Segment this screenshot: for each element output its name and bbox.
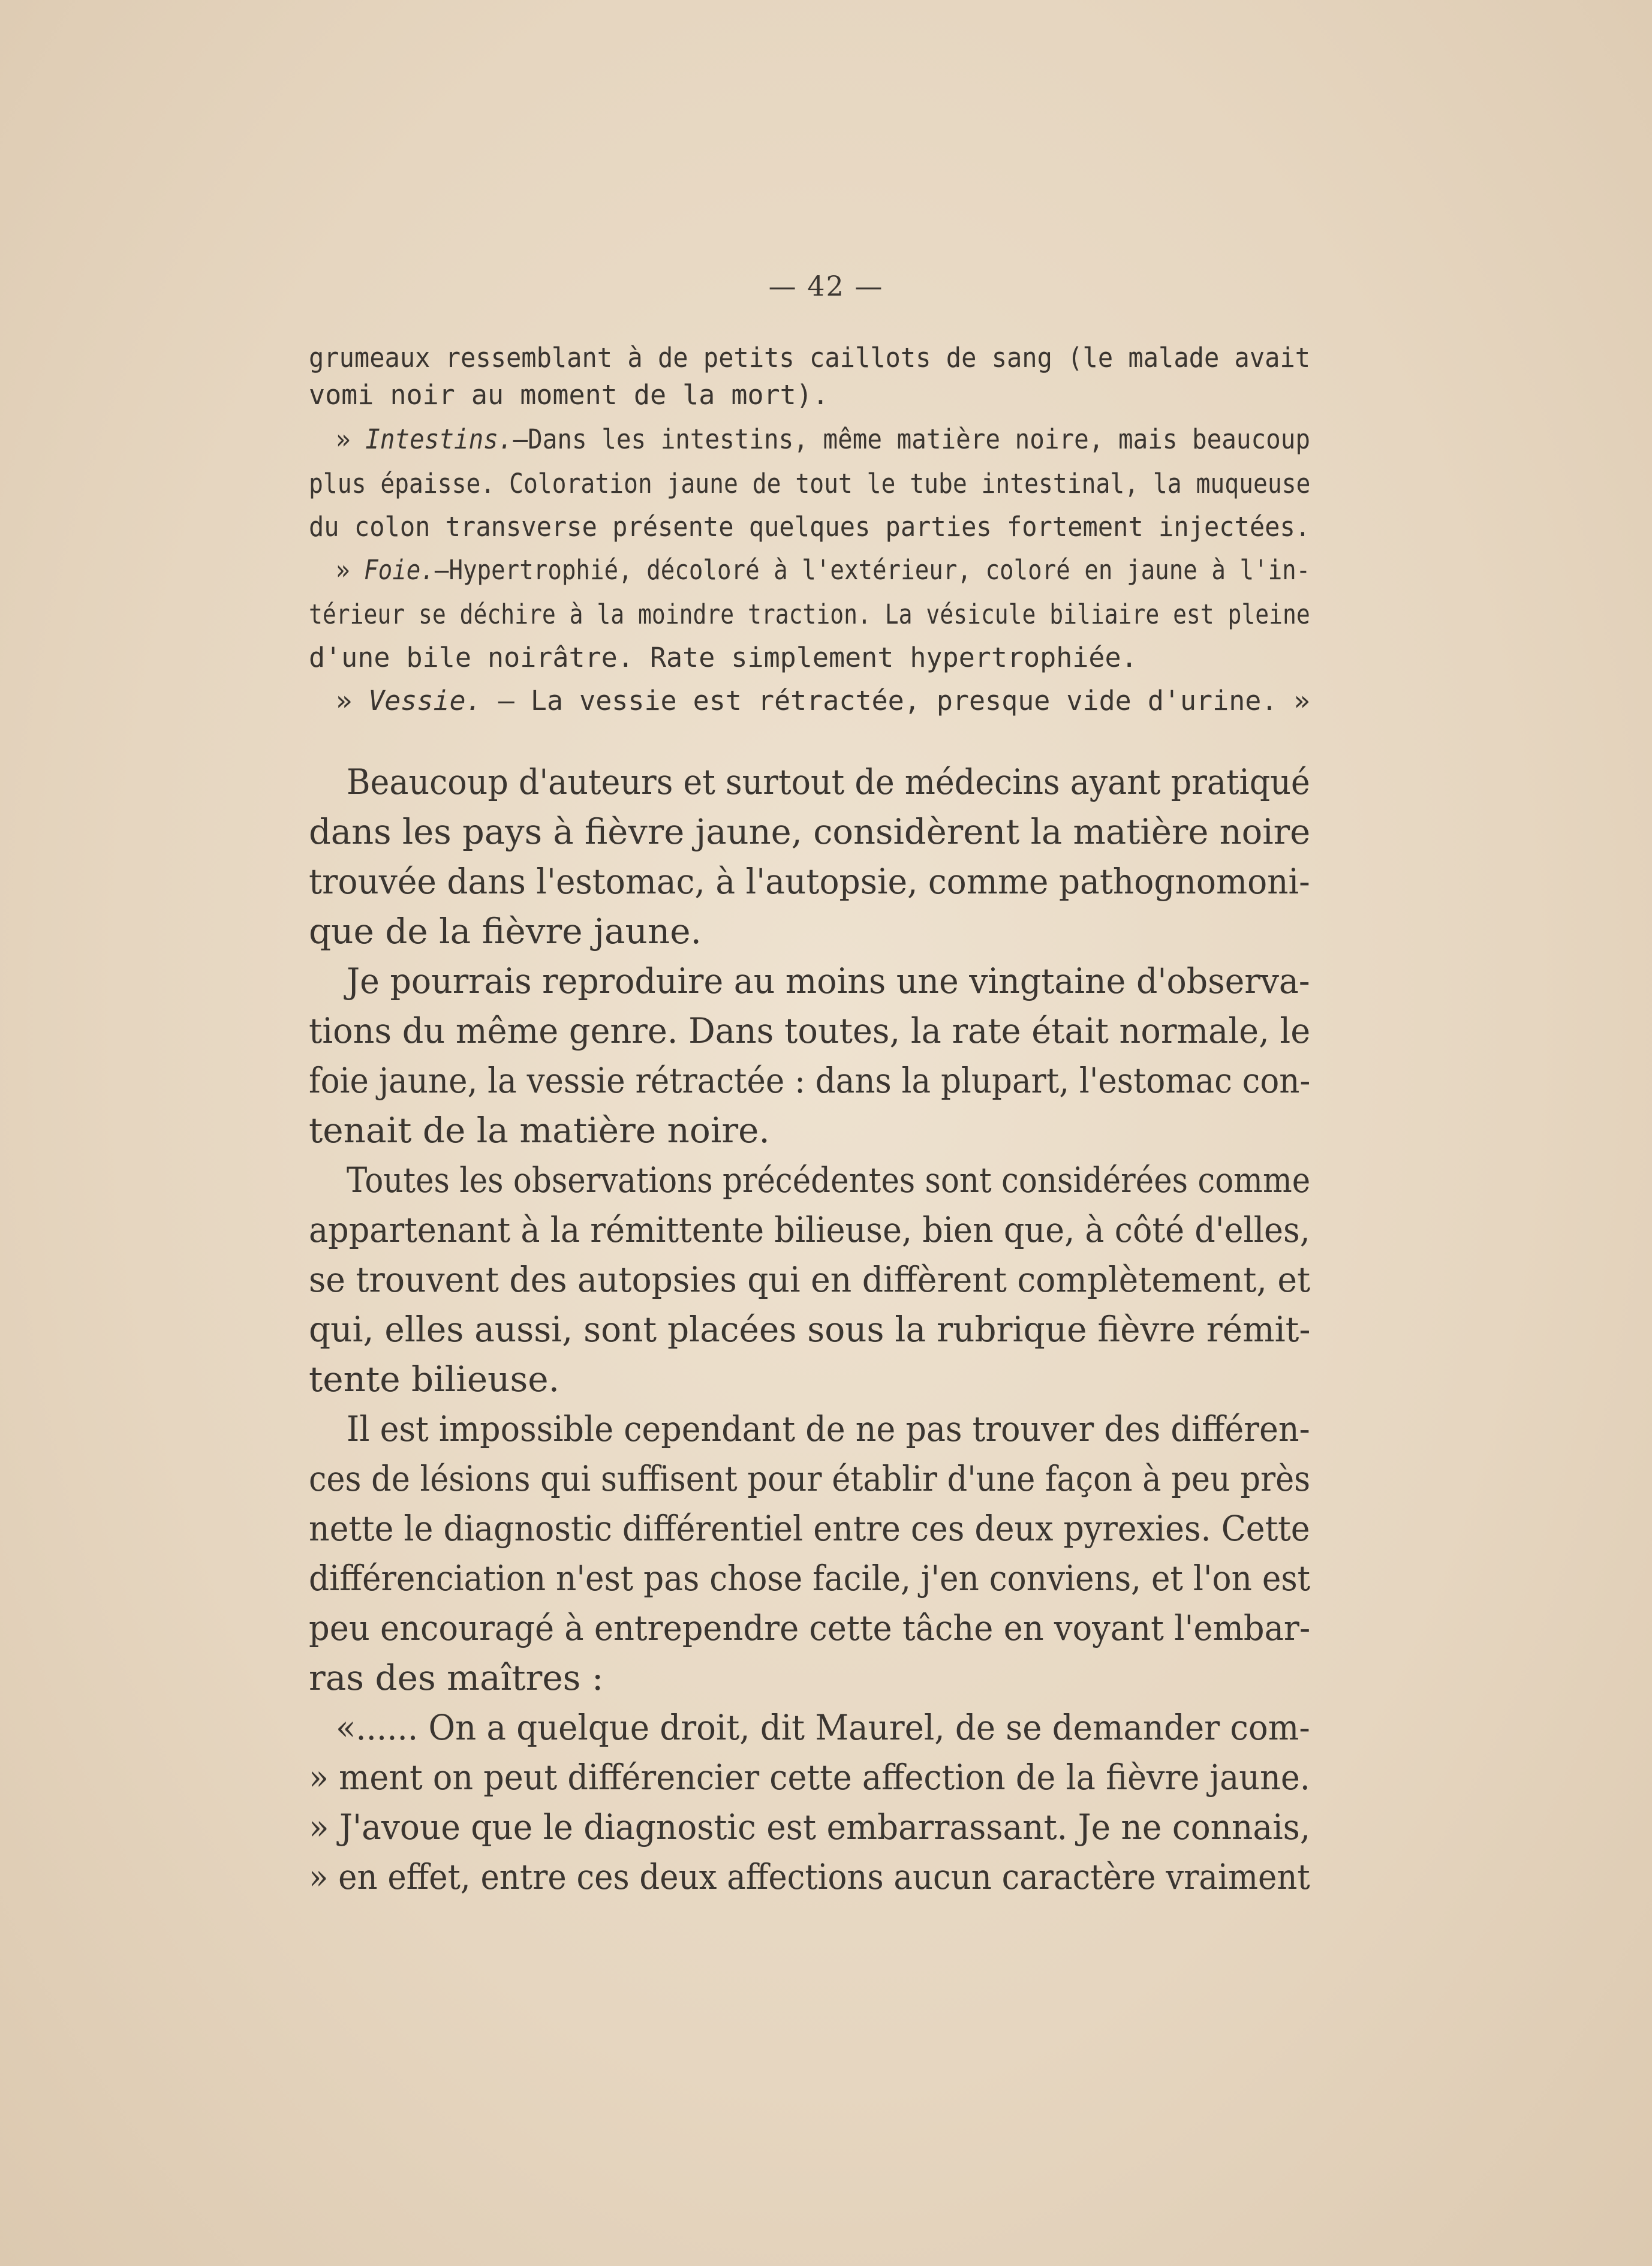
- text-line: appartenant à la rémittente bilieuse, bien que, à côté d'elles,: [309, 1209, 1310, 1250]
- text-line: tenait de la matière noire.: [309, 1110, 770, 1151]
- text-line: dans les pays à fièvre jaune, considèrent la matière noire: [309, 811, 1311, 852]
- quote-text: —Dans les intestins, même matière noire, mais beaucoup: [513, 423, 1311, 455]
- text-line: nette le diagnostic différentiel entre ces deux pyrexies. Cette: [309, 1508, 1310, 1549]
- text-line: différenciation n'est pas chose facile, j'en conviens, et l'on est: [309, 1558, 1311, 1599]
- quote-mark: »: [336, 685, 353, 717]
- quote-line: [336, 423, 1310, 455]
- quote-line: d'une bile noirâtre. Rate simplement hypertrophiée.: [309, 642, 1138, 673]
- section-term: Foie.: [364, 554, 435, 586]
- text-line: tente bilieuse.: [309, 1359, 560, 1400]
- quote-line: térieur se déchire à la moindre traction. La vésicule biliaire est pleine: [309, 598, 1310, 630]
- text-line: qui, elles aussi, sont placées sous la rubrique fièvre rémit-: [309, 1309, 1311, 1350]
- quote-line: grumeaux ressemblant à de petits caillots de sang (le malade avait: [309, 342, 1311, 374]
- quote-text: —Hypertrophié, décoloré à l'extérieur, coloré en jaune à l'in-: [434, 554, 1311, 586]
- section-term: Vessie.: [368, 685, 482, 717]
- text-line: «...... On a quelque droit, dit Maurel, de se demander com-: [336, 1707, 1310, 1748]
- text-line: » en effet, entre ces deux affections aucun caractère vraiment: [309, 1856, 1310, 1897]
- section-term: Intestins.: [365, 423, 513, 455]
- page-number: — 42 —: [768, 270, 884, 302]
- text-line: Beaucoup d'auteurs et surtout de médecins ayant pratiqué: [347, 762, 1310, 802]
- text-line: foie jaune, la vessie rétractée : dans la plupart, l'estomac con-: [309, 1060, 1311, 1101]
- quote-line: [336, 554, 1310, 586]
- quote-line: du colon transverse présente quelques parties fortement injectées.: [309, 511, 1311, 543]
- text-line: Toutes les observations précédentes sont considérées comme: [347, 1160, 1311, 1200]
- text-line: trouvée dans l'estomac, à l'autopsie, comme pathognomoni-: [309, 861, 1310, 902]
- text-line: ces de lésions qui suffisent pour établir d'une façon à peu près: [309, 1458, 1311, 1499]
- text-line: tions du même genre. Dans toutes, la rate était normale, le: [309, 1010, 1311, 1051]
- quote-line: [336, 685, 1310, 717]
- quote-mark: »: [336, 554, 350, 586]
- text-line: se trouvent des autopsies qui en diffèrent complètement, et: [309, 1259, 1311, 1300]
- text-line: peu encouragé à entrependre cette tâche en voyant l'embar-: [309, 1608, 1311, 1648]
- quote-line: plus épaisse. Coloration jaune de tout le tube intestinal, la muqueuse: [309, 468, 1311, 499]
- quote-line: vomi noir au moment de la mort).: [309, 379, 829, 411]
- text-line: ras des maîtres :: [309, 1657, 604, 1698]
- text-line: » ment on peut différencier cette affection de la fièvre jaune.: [309, 1757, 1310, 1798]
- text-line: » J'avoue que le diagnostic est embarrassant. Je ne connais,: [309, 1807, 1311, 1847]
- text-line: Je pourrais reproduire au moins une vingtaine d'observa-: [347, 961, 1310, 1001]
- quote-mark: »: [336, 423, 351, 455]
- text-line: Il est impossible cependant de ne pas trouver des différen-: [347, 1409, 1310, 1449]
- text-line: que de la fièvre jaune.: [309, 911, 702, 952]
- quote-text: — La vessie est rétractée, presque vide d'urine. »: [498, 685, 1310, 717]
